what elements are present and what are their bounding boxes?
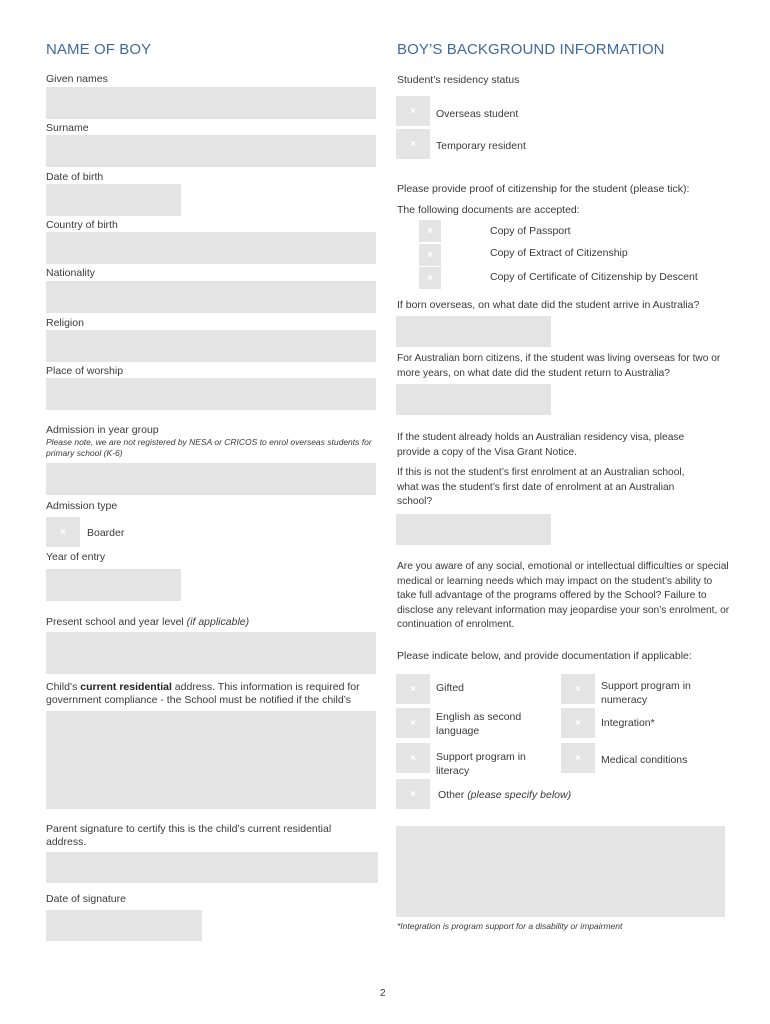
parent-signature-label: Parent signature to certify this is the child’s current residential address.: [46, 823, 332, 848]
country-of-birth-field[interactable]: [46, 232, 376, 264]
dob-label: Date of birth: [46, 171, 104, 183]
gifted-label: Gifted: [436, 682, 465, 694]
page-number: 2: [380, 988, 386, 999]
background-heading: BOY’S BACKGROUND INFORMATION: [397, 41, 665, 58]
overseas-student-label: Overseas student: [436, 108, 519, 120]
address-label: [46, 681, 376, 706]
close-icon: ×: [60, 526, 66, 538]
date-of-signature-field[interactable]: [46, 910, 202, 941]
address-field[interactable]: [46, 711, 376, 809]
close-icon: ×: [575, 717, 581, 729]
medical-label: Medical conditions: [601, 754, 688, 766]
indicate-below-label: Please indicate below, and provide documentation if applicable:: [397, 650, 692, 662]
present-school-text: Present school and year level: [46, 616, 184, 628]
close-icon: ×: [575, 752, 581, 764]
other-text: Other: [438, 789, 465, 801]
residency-status-label: Student’s residency status: [397, 74, 520, 86]
given-names-field[interactable]: [46, 87, 376, 119]
visa-label: If the student already holds an Australian residency visa, please provide a copy of the Visa Grant Notice.: [397, 432, 685, 458]
present-school-label: [46, 615, 249, 629]
esl-checkbox[interactable]: [396, 708, 430, 738]
year-of-entry-field[interactable]: [46, 569, 181, 601]
overseas-student-checkbox[interactable]: [396, 96, 430, 126]
integration-checkbox[interactable]: [561, 708, 595, 738]
first-enrolment-field[interactable]: [396, 514, 551, 545]
certificate-label: Copy of Certificate of Citizenship by Descent: [490, 271, 698, 283]
present-school-note: (if applicable): [186, 616, 250, 628]
extract-label: Copy of Extract of Citizenship: [490, 247, 628, 259]
close-icon: ×: [427, 225, 433, 237]
nationality-field[interactable]: [46, 281, 376, 313]
proof-citizenship-label: Please provide proof of citizenship for the student (please tick):: [397, 183, 690, 195]
docs-accepted-label: The following documents are accepted:: [397, 204, 580, 216]
address-text-pre: Child’s: [46, 681, 78, 693]
passport-checkbox[interactable]: [419, 220, 441, 242]
born-overseas-label: If born overseas, on what date did the student arrive in Australia?: [397, 299, 700, 311]
esl-label: English as second language: [436, 711, 522, 737]
other-label: [438, 788, 571, 802]
support-numeracy-label: Support program in numeracy: [601, 680, 691, 706]
first-enrolment-label: If this is not the student’s first enrolment at an Australian school, what was the student’s first date of enrolment at an Australian school?: [397, 467, 685, 507]
year-of-entry-label: Year of entry: [46, 551, 106, 563]
close-icon: ×: [410, 138, 416, 150]
gifted-checkbox[interactable]: [396, 674, 430, 704]
admission-note: Please note, we are not registered by NESA or CRICOS to enrol overseas students for primary school (K-6): [46, 437, 372, 458]
support-literacy-checkbox[interactable]: [396, 743, 430, 773]
religion-field[interactable]: [46, 330, 376, 362]
certificate-checkbox[interactable]: [419, 267, 441, 289]
other-details-field[interactable]: [396, 826, 725, 917]
boarder-label: Boarder: [87, 527, 125, 539]
given-names-label: Given names: [46, 73, 108, 85]
close-icon: ×: [427, 272, 433, 284]
temporary-resident-label: Temporary resident: [436, 140, 526, 152]
close-icon: ×: [410, 717, 416, 729]
parent-signature-field[interactable]: [46, 852, 378, 883]
country-of-birth-label: Country of birth: [46, 219, 118, 231]
integration-label: Integration*: [601, 717, 655, 729]
temporary-resident-checkbox[interactable]: [396, 129, 430, 159]
admission-year-field[interactable]: [46, 463, 376, 495]
close-icon: ×: [575, 683, 581, 695]
passport-label: Copy of Passport: [490, 225, 571, 237]
nationality-label: Nationality: [46, 267, 96, 279]
support-numeracy-checkbox[interactable]: [561, 674, 595, 704]
dob-field[interactable]: [46, 184, 181, 216]
medical-checkbox[interactable]: [561, 743, 595, 773]
present-school-field[interactable]: [46, 632, 376, 674]
surname-label: Surname: [46, 122, 89, 134]
admission-year-label: Admission in year group: [46, 424, 159, 436]
arrival-date-field[interactable]: [396, 316, 551, 347]
other-note: (please specify below): [467, 789, 572, 801]
other-checkbox[interactable]: [396, 779, 430, 809]
place-of-worship-label: Place of worship: [46, 365, 124, 377]
address-text-post: address. This information is required for government compliance - the School must be notified if the child’s: [46, 681, 360, 706]
support-literacy-label: Support program in literacy: [436, 751, 526, 777]
integration-footnote: *Integration is program support for a disability or impairment: [397, 921, 623, 931]
aus-born-label: For Australian born citizens, if the student was living overseas for two or more years, on what date did the student return to Australia?: [397, 353, 721, 379]
place-of-worship-field[interactable]: [46, 378, 376, 410]
admission-type-label: Admission type: [46, 500, 118, 512]
difficulties-label: Are you aware of any social, emotional or intellectual difficulties or special medical or learning needs which may impact on the student’s ability to take full advantage of the programs offered by the School? Failure to disclose any relevant information may jeopardise your son’s enrolment, or continuation of enrolment.: [397, 561, 730, 630]
boarder-checkbox[interactable]: [46, 517, 80, 547]
close-icon: ×: [410, 752, 416, 764]
religion-label: Religion: [46, 317, 84, 329]
return-date-field[interactable]: [396, 384, 551, 415]
close-icon: ×: [410, 105, 416, 117]
close-icon: ×: [410, 788, 416, 800]
address-text-bold: current residential: [80, 681, 172, 693]
close-icon: ×: [427, 249, 433, 261]
close-icon: ×: [410, 683, 416, 695]
name-of-boy-heading: NAME OF BOY: [46, 41, 152, 58]
date-of-signature-label: Date of signature: [46, 893, 126, 905]
extract-checkbox[interactable]: [419, 244, 441, 266]
surname-field[interactable]: [46, 135, 376, 167]
